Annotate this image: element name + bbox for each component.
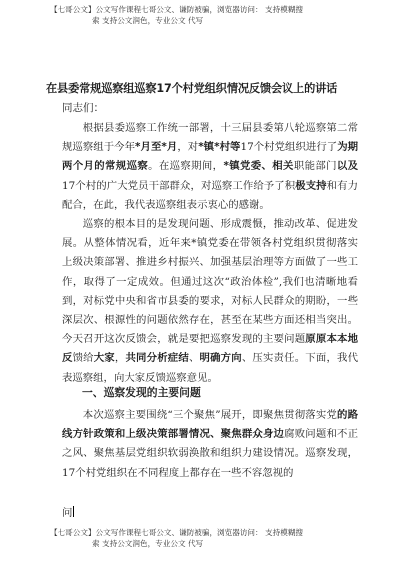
page-footer bbox=[50, 527, 380, 549]
text-cursor-line[interactable] bbox=[62, 504, 74, 519]
p1-text-7: 和有力配合，在此，我代表巡察组表示衷心的感谢。 bbox=[62, 179, 358, 211]
header-line-2: 索 支持公文润色，专业公文 代写 bbox=[92, 16, 204, 25]
footer-line-1: 【七哥公文】公文写作课程七哥公文、谦防被骗，浏览器访问： 支持模糊搜 bbox=[50, 528, 304, 537]
p1-bold-3: 为期两个月的常规巡察 bbox=[62, 141, 359, 173]
p1-text-5: 职能部门 bbox=[293, 160, 337, 173]
p2-bold-4: 明确方向 bbox=[199, 352, 242, 365]
p2-bold-1: 原原本本地反 bbox=[62, 333, 358, 365]
p2-text-2: 馈给 bbox=[72, 352, 94, 365]
p1-bold-4: *镇党委、相关 bbox=[223, 160, 294, 173]
p2-bold-2: 大家 bbox=[93, 352, 115, 365]
p3-text-2: 腐败问题和不正之风、聚焦基层党组织软弱涣散和组织力建设情况。巡察发现，17个村党组织在不同程度上都存在一些不容忽视的 bbox=[62, 428, 358, 479]
header-line-1: 【七哥公文】公文写作课程七哥公文、谦防被骗，浏览器访问： 支持模糊搜 bbox=[50, 5, 304, 14]
paragraph-2 bbox=[62, 215, 358, 388]
p1-bold-6: 极支持 bbox=[295, 179, 327, 192]
text-caret bbox=[73, 506, 74, 517]
p1-bold-2: *镇*村等 bbox=[198, 141, 241, 154]
p2-text-1: 巡察的根本目的是发现问题、形成震慑，推动改革、促进发展。从整体情况看，近年来*镇党委在带领各村党组织贯彻落实上级决策部署、推进乡村振兴、加强基层治理等方面做了一些工作，取得了一定成效。但通过这次“政治体检”,我们也清晰地看到，对标党中央和省市县委的要求，对标人民群众的期盼，一些深层次、根源性的问题依然存在，甚至在某些方面还相当突出。今天召开这次反馈会，就是要把巡察发现的主要问题 bbox=[62, 218, 358, 346]
paragraph-1 bbox=[62, 119, 358, 215]
p2-bold-3: 共同分析症结 bbox=[125, 352, 189, 365]
paragraph-3 bbox=[62, 406, 358, 483]
p2-text-3: ， bbox=[114, 352, 126, 365]
p1-text-1: 根据县委巡察工作统一部署，十三届县委第八轮巡察第二常规巡察组于今年 bbox=[62, 122, 358, 154]
p1-text-6: 17个村的广大党员干部群众，对巡察工作给予了积 bbox=[62, 179, 296, 192]
cursor-line-text: 问 bbox=[62, 507, 73, 519]
p3-bold-1: 的路线方针政策和上级决策部署情况、聚焦群众身边 bbox=[62, 409, 358, 441]
p2-text-5: 、压实责任。下面，我代表巡察组，向大家反馈巡察意见。 bbox=[62, 352, 358, 384]
salutation: 同志们： bbox=[62, 102, 104, 114]
p2-text-4: 、 bbox=[188, 352, 200, 365]
p1-text-2: ，对 bbox=[177, 141, 199, 154]
document-title: 在县委常规巡察组巡察17个村党组织情况反馈会议上的讲话 bbox=[46, 82, 338, 95]
footer-line-2: 索 支持公文润色，专业公文 代写 bbox=[92, 539, 204, 548]
p1-bold-1: *月至*月 bbox=[135, 141, 178, 154]
document-body-continued[interactable] bbox=[62, 406, 358, 483]
section-heading-1: 一、巡察发现的主要问题 bbox=[82, 386, 201, 399]
p1-text-4: 。在巡察期间， bbox=[148, 160, 224, 173]
p1-text-3: 17个村党组织进行了 bbox=[240, 141, 338, 154]
p3-text-1: 本次巡察主要围绕“三个聚焦”展开，即聚焦贯彻落实党 bbox=[82, 409, 338, 421]
page-header bbox=[50, 4, 380, 26]
p1-bold-5: 以及 bbox=[336, 160, 359, 173]
document-body[interactable] bbox=[62, 119, 358, 388]
